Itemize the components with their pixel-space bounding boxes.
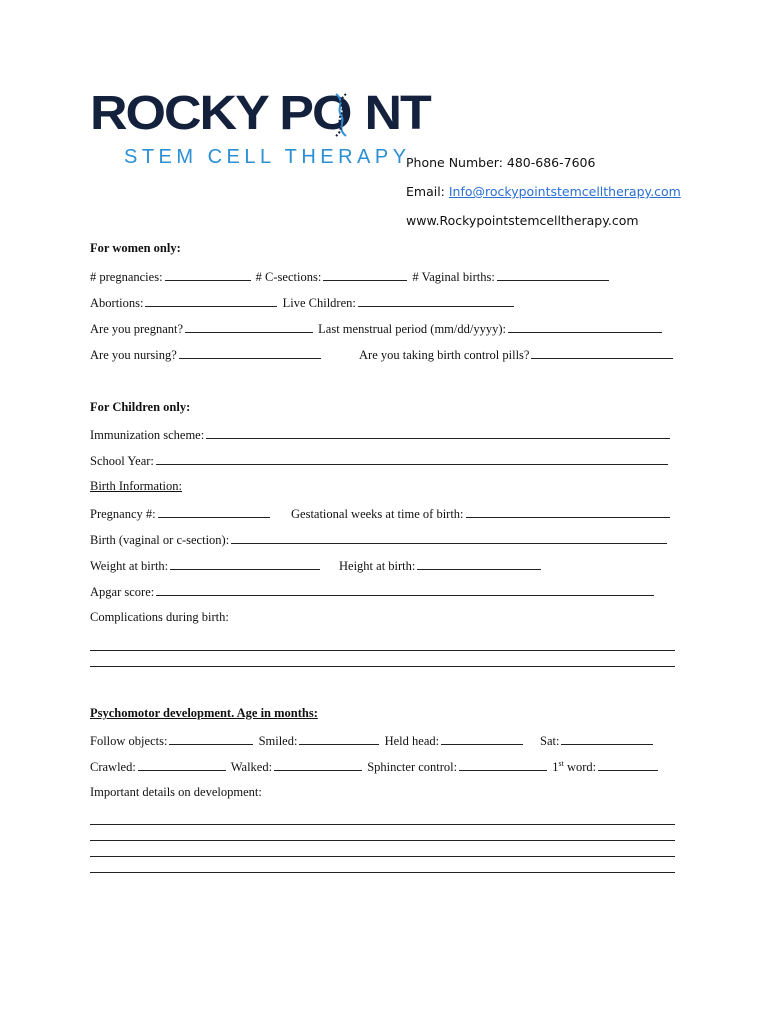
email-link[interactable]: Info@rockypointstemcelltherapy.com [448,184,681,199]
women-row-4 [90,346,323,363]
psycho-heading: Psychomotor development. Age in months: [90,706,318,720]
logo-wordmark [90,86,430,141]
email-line [406,184,681,199]
important-line-4[interactable] [90,872,675,873]
pregnancies-field[interactable] [165,268,251,281]
birth-type-field[interactable] [231,531,667,544]
pregnancy-num-row [90,505,272,522]
pregnant-field[interactable] [185,320,313,333]
follow-label: Follow objects: [90,734,168,748]
lmp-field[interactable] [508,320,662,333]
held-head-field[interactable] [441,732,523,745]
birth-control-label: Are you taking birth control pills? [359,348,530,362]
sphincter-field[interactable] [459,758,547,771]
birth-type-label: Birth (vaginal or c-section): [90,533,230,547]
important-line-2[interactable] [90,840,675,841]
logo-name-left: ROCKY PO [90,86,351,141]
immunization-row [90,426,672,443]
smiled-field[interactable] [299,732,379,745]
school-year-field[interactable] [156,452,668,465]
women-row-2 [90,294,516,311]
crawled-field[interactable] [138,758,226,771]
held-head-label: Held head: [384,734,440,748]
walked-label: Walked: [230,760,273,774]
immunization-label: Immunization scheme: [90,428,205,442]
important-line-3[interactable] [90,856,675,857]
apgar-row [90,583,656,600]
pregnancy-num-field[interactable] [158,505,270,518]
complications-line-2[interactable] [90,666,675,667]
website: www.Rockypointstemcelltherapy.com [406,213,639,228]
children-heading: For Children only: [90,400,191,414]
csections-field[interactable] [323,268,407,281]
phone-number: Phone Number: 480-686-7606 [406,155,596,170]
weight-field[interactable] [170,557,320,570]
immunization-field[interactable] [206,426,670,439]
important-label: Important details on development: [90,785,262,799]
complications-line-1[interactable] [90,650,675,651]
pregnancy-num-label: Pregnancy #: [90,507,156,521]
weight-row [90,557,322,574]
live-children-label: Live Children: [282,296,356,310]
abortions-field[interactable] [145,294,277,307]
birth-control-row [359,346,675,363]
birth-type-row [90,531,669,548]
apgar-label: Apgar score: [90,585,155,599]
school-year-label: School Year: [90,454,154,468]
gestational-field[interactable] [466,505,670,518]
csections-label: # C-sections: [255,270,322,284]
email-label: Email: [406,184,449,199]
women-heading: For women only: [90,241,181,255]
dna-helix-icon [333,92,349,138]
school-year-row [90,452,670,469]
sat-row [540,732,655,749]
logo-tagline: STEM CELL THERAPY [124,146,411,168]
gestational-row [291,505,672,522]
live-children-field[interactable] [358,294,514,307]
lmp-label: Last menstrual period (mm/dd/yyyy): [318,322,506,336]
pregnant-label: Are you pregnant? [90,322,184,336]
nursing-field[interactable] [179,346,321,359]
smiled-label: Smiled: [258,734,298,748]
height-label: Height at birth: [339,559,416,573]
height-field[interactable] [417,557,541,570]
weight-label: Weight at birth: [90,559,169,573]
apgar-field[interactable] [156,583,654,596]
abortions-label: Abortions: [90,296,144,310]
psycho-row-1 [90,732,525,749]
women-row-1 [90,268,611,285]
sat-field[interactable] [561,732,653,745]
walked-field[interactable] [274,758,362,771]
nursing-label: Are you nursing? [90,348,177,362]
complications-label: Complications during birth: [90,610,229,624]
vaginal-field[interactable] [497,268,609,281]
sat-label: Sat: [540,734,560,748]
women-row-3 [90,320,664,337]
important-line-1[interactable] [90,824,675,825]
height-row [339,557,543,574]
psycho-row-2 [90,758,660,775]
vaginal-label: # Vaginal births: [412,270,495,284]
sphincter-label: Sphincter control: [367,760,458,774]
gestational-label: Gestational weeks at time of birth: [291,507,464,521]
first-word-field[interactable] [598,758,658,771]
first-word-label: 1st word: [552,758,597,774]
pregnancies-label: # pregnancies: [90,270,163,284]
birth-control-field[interactable] [531,346,673,359]
birth-info-heading: Birth Information: [90,479,182,493]
logo-name-right: NT [364,86,430,141]
follow-field[interactable] [169,732,253,745]
crawled-label: Crawled: [90,760,136,774]
